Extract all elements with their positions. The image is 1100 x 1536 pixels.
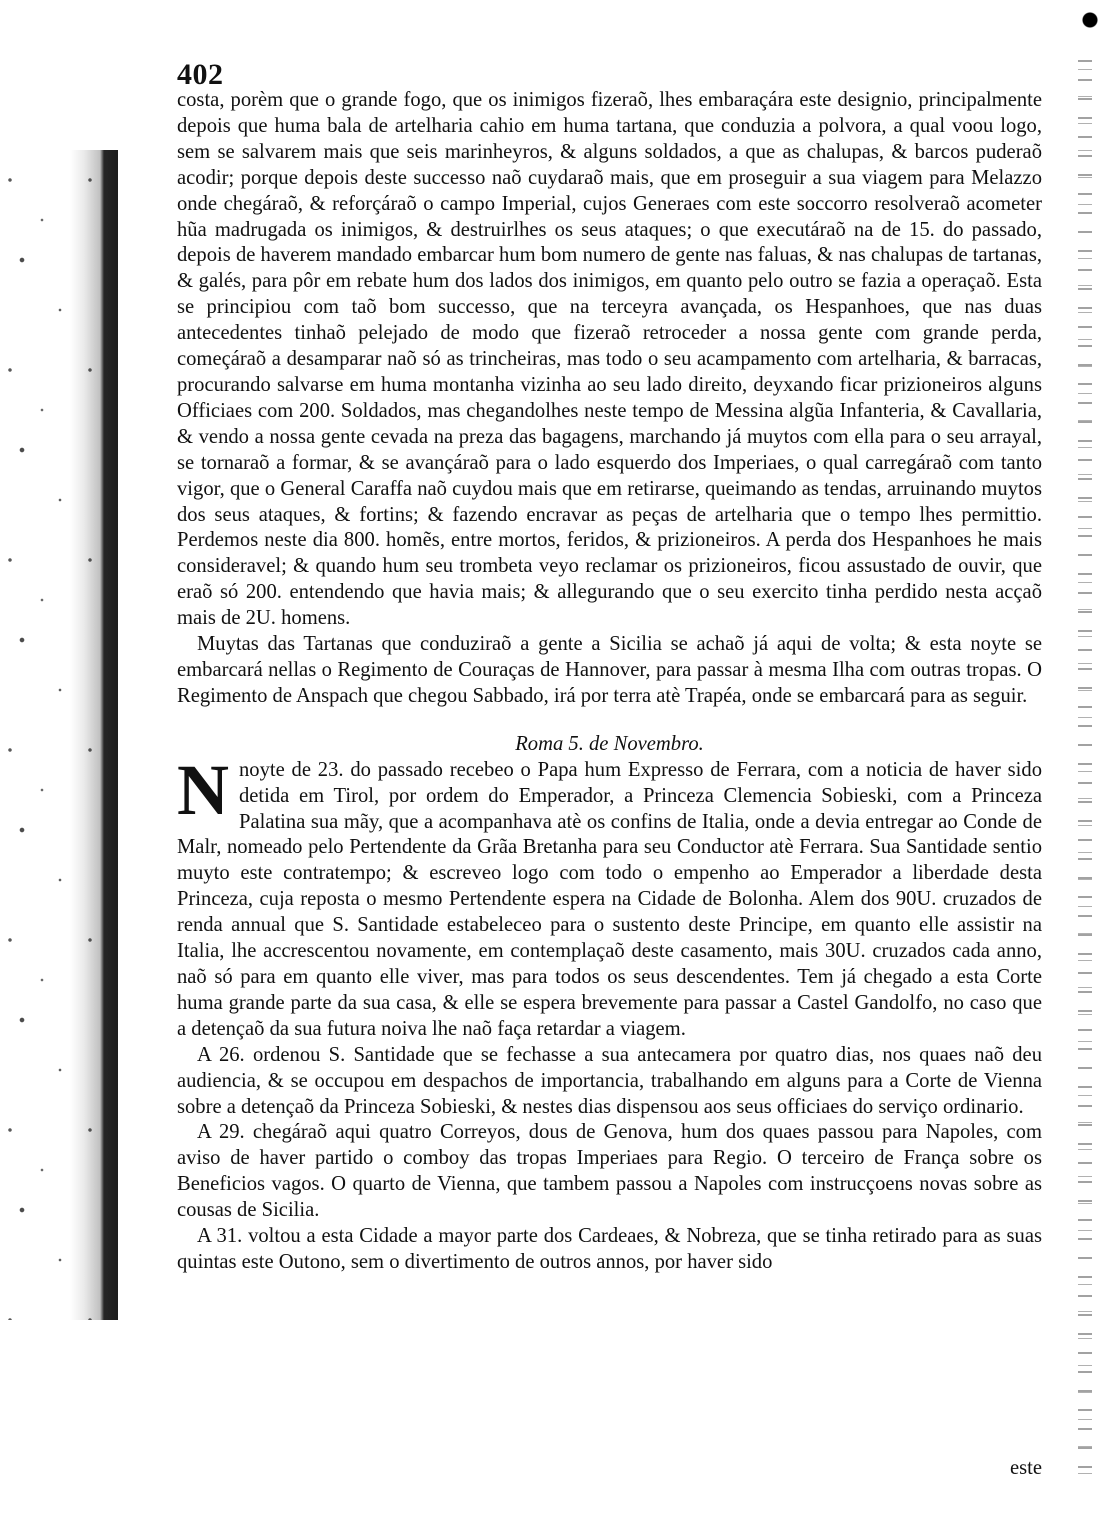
catchword: este (1009, 1457, 1042, 1479)
article-body (177, 88, 1042, 1276)
newspaper-page (177, 58, 1042, 1498)
page-number: 402 (177, 58, 224, 91)
paragraph-papa-expresso-text: noyte de 23. do passado recebeo o Papa hum Expresso de Ferrara, com a noticia de haver sido detida em Tirol, por ordem do Emperador, a Princeza Clemencia Sobieski, com a Princeza Palatina sua mãy, que a acompanhava atè os confins de Italia, onde a devia entregar ao Conde de Malr, nomeado pelo Pertendente da Grãa Bretanha para seu Conductor atè Ferrara. Sua Santidade sentio muyto este contratempo; & escreveo logo com todo o empenho ao Emperador a liberdade desta Princeza, cuja reposta o mesmo Pertendente espera na Cidade de Bolonha. Alem dos 90U. cruzados de renda annual que S. Santidade estabeleceo para o sustento deste Principe, em quanto elle assistir na Italia, lhe accrescentou novamente, em contemplaçaõ deste casamento, mais 30U. cruzados cada anno, naõ só para em quanto elle viver, mas para todos os seus descendentes. Tem já chegado a esta Corte huma grande parte da sua casa, & elle se espera brevemente para passar a Castel Gandolfo, no caso que a detençaõ da sua futura noiva lhe naõ faça retardar a viagem. (177, 758, 1042, 1040)
paragraph-tartanas: Muytas das Tartanas que conduziraõ a gente a Sicilia se achaõ já aqui de volta; & esta noyte se embarcará nellas o Regimento de Couraças de Hannover, para passar à mesma Ilha com outras tropas. O Regimento de Anspach que chegou Sabbado, irá por terra atè Trapéa, onde se embarcará para as seguir. (177, 633, 1042, 707)
paragraph-cardeaes: A 31. voltou a esta Cidade a mayor parte dos Cardeaes, & Nobreza, que se tinha retirado para as suas quintas este Outono, sem o divertimento de outros annos, por haver sido (177, 1225, 1042, 1273)
dateline-roma: Roma 5. de Novembro. (515, 732, 704, 755)
paragraph-messina-battle: costa, porèm que o grande fogo, que os inimigos fizeraõ, lhes embaraçára este designio, principalmente depois que huma bala de artelharia cahio em huma tartana, que conduzia a polvora, a qual voou logo, sem se salvarem mais que seis marinheyros, & alguns soldados, a que as chalupas, & barcos puderaõ acodir; porque depois deste successo naõ cuydaraõ mais, que em proseguir a sua viagem para Melazzo onde chegáraõ, & reforçáraõ o campo Imperial, cujos Generaes com este soccorro resolveraõ acometer hũa madrugada os inimigos, & destruirlhes os seus ataques; o que executáraõ na de 15. do passado, depois de haverem mandado embarcar hum bom numero de gente nas faluas, & nas chalupas de tartanas, & galés, para pôr em rebate hum dos lados dos inimigos, em quanto pelo outro se fazia a operaçaõ. Esta se principiou com taõ bom successo, que na terceyra avançada, os Hespanhoes, que nas duas antecedentes tinhaõ pelejado de modo que fizeraõ retroceder a nossa gente com grande perda, começáraõ a desamparar naõ só as trincheiras, mas todo o seu acampamento com artelharia, & barracas, procurando salvarse em huma montanha vizinha ao seu lado direito, deyxando ficar prizioneiros alguns Officiaes com 200. Soldados, mas chegandolhes neste tempo de Messina algũa Infanteria, & Cavallaria, & vendo a nossa gente cevada na preza das bagagens, marchando já muytos com ella para o seu arrayal, se tornaraõ a formar, & se avançáraõ para o lado esquerdo dos Imperiaes, o qual carregáraõ com tanto vigor, que o General Caraffa naõ cuydou mais que em retirarse, queimando as tendas, arruinando muytos dos seus ataques, & fortins; & fazendo encravar as peças de artelharia que o tempo lhes permittio. Perdemos neste dia 800. homẽs, entre mortos, feridos, & prizioneiros. A perda dos Hespanhoes he mais consideravel; & quando hum seu trombeta veyo reclamar os prizioneiros, ficou assustado de ouvir, que eraõ só 200. entendendo que havia mais; & allegurando que o seu exercito tinha perdido nesta acçaõ mais de 2U. homens. (177, 89, 1042, 630)
scan-left-speckle (0, 150, 92, 1320)
drop-cap-letter: N (177, 749, 229, 830)
paragraph-papa-expresso (177, 749, 1042, 1043)
paragraph-antecamera: A 26. ordenou S. Santidade que se fechasse a sua antecamera por quatro dias, nos quaes naõ deu audiencia, & se occupou em despachos de importancia, trabalhando em alguns para a Corte de Vienna sobre a detençaõ da Princeza Sobieski, & nestes dias dispensou aos seus officiaes do serviço ordinario. (177, 1043, 1042, 1118)
scan-right-edge (1070, 0, 1100, 1536)
paragraph-correyos: A 29. chegáraõ aqui quatro Correyos, dous de Genova, hum dos quaes passou para Napoles, com aviso de haver partido o comboy das tropas Imperiaes para Regio. O terceiro de França sobre os Beneficios vagos. O quarto de Vienna, que tambem passou a Napoles com instrucçoens novas sobre as cousas de Sicilia. (177, 1121, 1042, 1222)
